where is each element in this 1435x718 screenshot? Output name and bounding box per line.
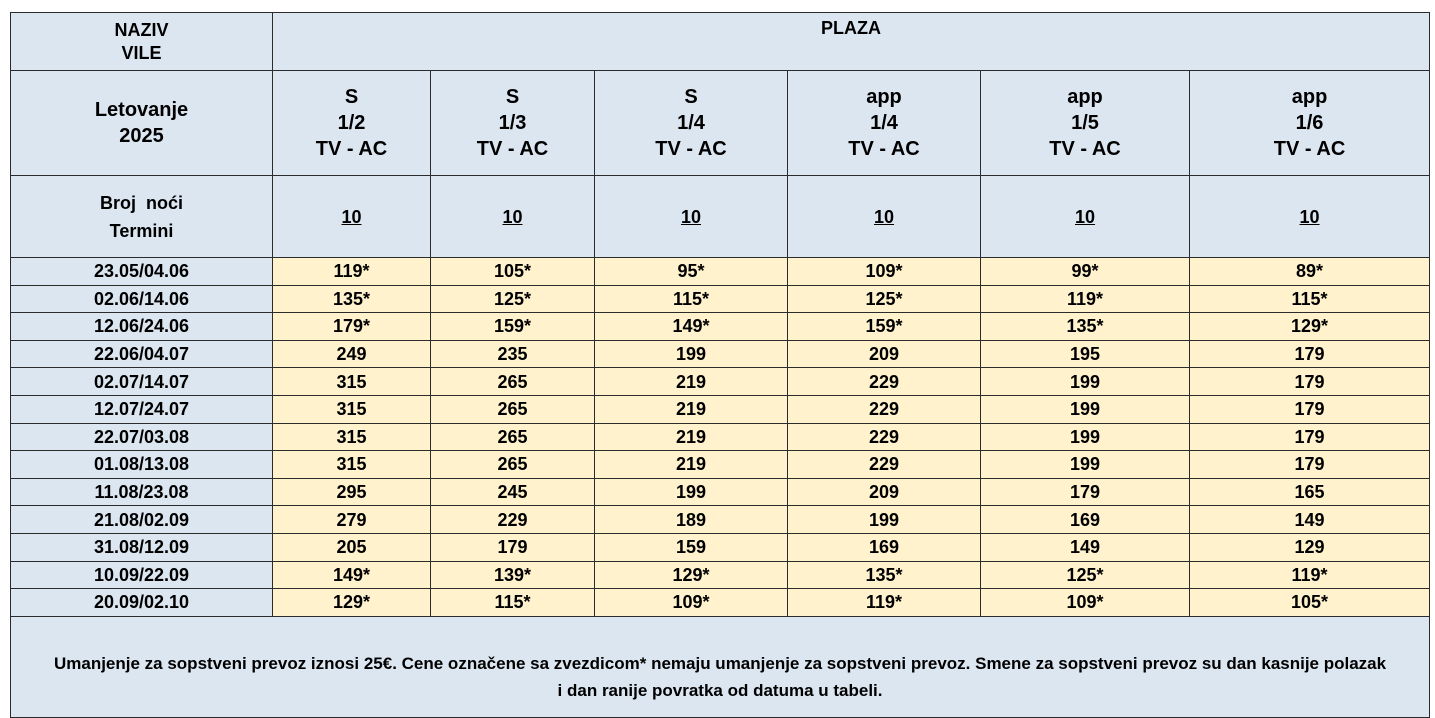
price-cell: 159*	[788, 313, 981, 341]
price-cell: 229	[788, 451, 981, 479]
room-type-capacity: 1/6	[1295, 112, 1324, 134]
villa-name-label-line1: NAZIV	[114, 19, 169, 40]
price-cell: 245	[431, 478, 595, 506]
price-cell: 135*	[273, 285, 431, 313]
price-cell: 139*	[431, 561, 595, 589]
price-cell: 179*	[273, 313, 431, 341]
room-type-capacity: 1/4	[677, 112, 705, 134]
price-cell: 119*	[981, 285, 1190, 313]
table-row	[11, 395, 1430, 423]
nights-label	[11, 176, 273, 258]
price-cell: 179	[1190, 340, 1430, 368]
price-cell: 315	[273, 395, 431, 423]
price-cell: 149	[1190, 506, 1430, 534]
price-cell: 219	[595, 423, 788, 451]
room-type-amenities: TV - AC	[1273, 138, 1346, 160]
room-type-amenities: TV - AC	[848, 138, 920, 160]
term-cell: 22.06/04.07	[11, 340, 273, 368]
price-cell: 179	[1190, 451, 1430, 479]
price-table	[10, 12, 1430, 718]
table-row	[11, 258, 1430, 286]
table-row	[11, 340, 1430, 368]
term-cell: 11.08/23.08	[11, 478, 273, 506]
price-cell: 199	[981, 395, 1190, 423]
price-cell: 235	[431, 340, 595, 368]
price-cell: 115*	[595, 285, 788, 313]
price-cell: 169	[788, 533, 981, 561]
term-cell: 02.06/14.06	[11, 285, 273, 313]
price-cell: 129	[1190, 533, 1430, 561]
season-label-line1: Letovanje	[94, 99, 189, 121]
room-type-amenities: TV - AC	[476, 138, 549, 160]
nights-value: 10	[341, 206, 362, 227]
price-cell: 135*	[788, 561, 981, 589]
price-cell: 219	[595, 451, 788, 479]
price-cell: 119*	[788, 589, 981, 617]
price-cell: 109*	[595, 589, 788, 617]
nights-label-line1: Broj noći	[99, 192, 183, 213]
term-cell: 31.08/12.09	[11, 533, 273, 561]
price-cell: 229	[431, 506, 595, 534]
price-cell: 119*	[273, 258, 431, 286]
nights-value: 10	[502, 206, 523, 227]
room-type-type: S	[684, 86, 698, 108]
nights-value-cell	[595, 176, 788, 258]
price-cell: 135*	[981, 313, 1190, 341]
season-label	[11, 71, 273, 176]
price-cell: 265	[431, 395, 595, 423]
price-cell: 129*	[273, 589, 431, 617]
price-cell: 105*	[431, 258, 595, 286]
price-cell: 199	[595, 478, 788, 506]
table-row	[11, 451, 1430, 479]
villa-name-label	[11, 13, 273, 71]
price-cell: 229	[788, 368, 981, 396]
price-cell: 149*	[595, 313, 788, 341]
room-type-capacity: 1/4	[870, 112, 898, 134]
price-cell: 205	[273, 533, 431, 561]
nights-value-cell	[431, 176, 595, 258]
term-cell: 12.06/24.06	[11, 313, 273, 341]
price-cell: 279	[273, 506, 431, 534]
term-cell: 23.05/04.06	[11, 258, 273, 286]
room-type-capacity: 1/2	[337, 112, 366, 134]
room-type-amenities: TV - AC	[1049, 138, 1121, 160]
room-type-type: app	[1067, 86, 1103, 108]
nights-value: 10	[680, 206, 702, 227]
price-cell: 209	[788, 478, 981, 506]
villa-name: PLAZA	[273, 13, 1430, 71]
price-cell: 229	[788, 423, 981, 451]
price-cell: 315	[273, 423, 431, 451]
term-cell: 01.08/13.08	[11, 451, 273, 479]
nights-value-cell	[273, 176, 431, 258]
price-cell: 169	[981, 506, 1190, 534]
season-label-line2: 2025	[119, 125, 164, 147]
price-cell: 129*	[595, 561, 788, 589]
price-cell: 125*	[981, 561, 1190, 589]
term-cell: 02.07/14.07	[11, 368, 273, 396]
price-cell: 265	[431, 423, 595, 451]
price-cell: 199	[981, 368, 1190, 396]
price-cell: 119*	[1190, 561, 1430, 589]
room-type-header	[1190, 71, 1430, 176]
table-row	[11, 423, 1430, 451]
table-row	[11, 589, 1430, 617]
price-cell: 265	[431, 451, 595, 479]
price-cell: 159*	[431, 313, 595, 341]
price-cell: 219	[595, 368, 788, 396]
table-row	[11, 285, 1430, 313]
price-cell: 115*	[431, 589, 595, 617]
room-type-capacity: 1/5	[1071, 112, 1099, 134]
table-row	[11, 506, 1430, 534]
term-cell: 12.07/24.07	[11, 395, 273, 423]
price-cell: 265	[431, 368, 595, 396]
nights-value: 10	[1074, 206, 1096, 227]
header-row	[11, 13, 1430, 71]
nights-row	[11, 176, 1430, 258]
term-cell: 22.07/03.08	[11, 423, 273, 451]
room-type-header	[595, 71, 788, 176]
price-cell: 179	[981, 478, 1190, 506]
price-cell: 179	[1190, 423, 1430, 451]
room-type-amenities: TV - AC	[315, 138, 388, 160]
price-cell: 149*	[273, 561, 431, 589]
room-type-row	[11, 71, 1430, 176]
table-row	[11, 313, 1430, 341]
note-row	[11, 616, 1430, 717]
price-cell: 315	[273, 368, 431, 396]
room-type-type: S	[344, 86, 359, 108]
price-cell: 115*	[1190, 285, 1430, 313]
price-cell: 315	[273, 451, 431, 479]
term-cell: 20.09/02.10	[11, 589, 273, 617]
villa-name-label-line2: VILE	[121, 42, 162, 63]
room-type-type: S	[505, 86, 520, 108]
nights-value-cell	[981, 176, 1190, 258]
price-cell: 179	[1190, 395, 1430, 423]
price-cell: 105*	[1190, 589, 1430, 617]
price-cell: 189	[595, 506, 788, 534]
price-cell: 125*	[788, 285, 981, 313]
nights-value: 10	[873, 206, 895, 227]
room-type-header	[788, 71, 981, 176]
room-type-type: app	[1291, 86, 1328, 108]
price-cell: 109*	[788, 258, 981, 286]
price-cell: 165	[1190, 478, 1430, 506]
room-type-header	[273, 71, 431, 176]
room-type-amenities: TV - AC	[655, 138, 727, 160]
table-row	[11, 368, 1430, 396]
price-cell: 95*	[595, 258, 788, 286]
transport-note: Umanjenje za sopstveni prevoz iznosi 25€. Cene označene sa zvezdicom* nemaju umanjenje za sopstveni prevoz. Smene za sopstveni prevoz su dan kasnije polazak i dan ranije povratka od datuma u tabeli.	[11, 616, 1430, 717]
room-type-header	[431, 71, 595, 176]
term-cell: 10.09/22.09	[11, 561, 273, 589]
price-cell: 199	[981, 451, 1190, 479]
price-cell: 199	[981, 423, 1190, 451]
room-type-capacity: 1/3	[498, 112, 527, 134]
price-cell: 159	[595, 533, 788, 561]
price-cell: 199	[595, 340, 788, 368]
term-cell: 21.08/02.09	[11, 506, 273, 534]
price-cell: 99*	[981, 258, 1190, 286]
table-row	[11, 533, 1430, 561]
nights-value-cell	[1190, 176, 1430, 258]
nights-value-cell	[788, 176, 981, 258]
nights-label-line2: Termini	[109, 220, 174, 241]
table-row	[11, 478, 1430, 506]
price-cell: 295	[273, 478, 431, 506]
price-cell: 199	[788, 506, 981, 534]
room-type-header	[981, 71, 1190, 176]
price-cell: 209	[788, 340, 981, 368]
room-type-type: app	[866, 86, 902, 108]
nights-value: 10	[1299, 206, 1320, 227]
price-cell: 89*	[1190, 258, 1430, 286]
price-cell: 249	[273, 340, 431, 368]
table-row	[11, 561, 1430, 589]
price-cell: 129*	[1190, 313, 1430, 341]
price-cell: 149	[981, 533, 1190, 561]
price-cell: 109*	[981, 589, 1190, 617]
price-cell: 195	[981, 340, 1190, 368]
price-cell: 179	[431, 533, 595, 561]
price-cell: 179	[1190, 368, 1430, 396]
price-cell: 219	[595, 395, 788, 423]
price-cell: 125*	[431, 285, 595, 313]
price-cell: 229	[788, 395, 981, 423]
